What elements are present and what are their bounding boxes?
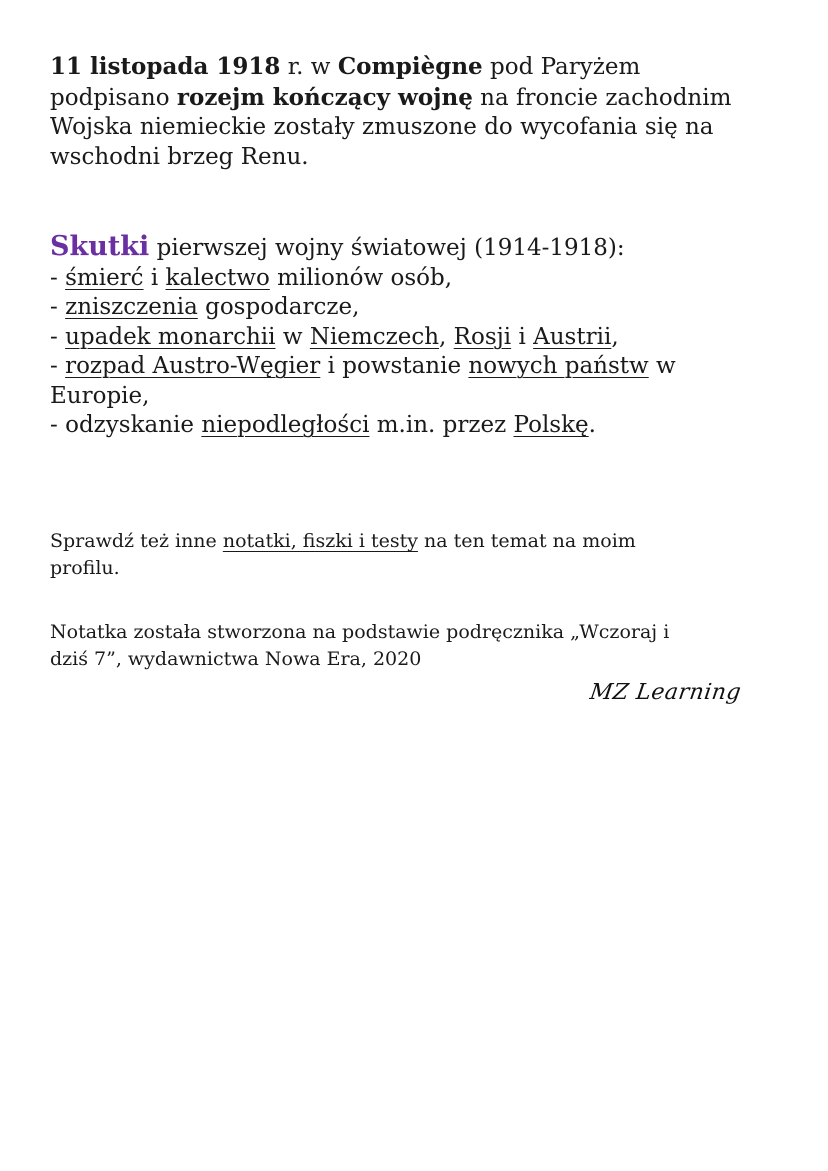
profile-link[interactable]: notatki, fiszki i testy — [222, 530, 418, 552]
profile-note: Sprawdź też inne notatki, fiszki i testy na ten temat na moim profilu. — [50, 530, 636, 579]
intro-line-2: podpisano rozejm kończący wojnę na froncie zachodnim — [50, 83, 732, 111]
effects-item: - rozpad Austro-Węgier i powstanie nowych państw w — [50, 353, 676, 379]
effects-item: - odzyskanie niepodległości m.in. przez Polskę. — [50, 412, 596, 438]
effects-item: - zniszczenia gospodarcze, — [50, 294, 360, 320]
effects-heading-line: Skutki pierwszej wojny światowej (1914-1918): — [50, 231, 625, 262]
source-note: Notatka została stworzona na podstawie podręcznika „Wczoraj i dziś 7”, wydawnictwa Nowa Era, 2020 — [50, 621, 670, 670]
intro-paragraph — [50, 52, 731, 172]
armistice-place: Compiègne — [337, 53, 483, 80]
effects-item-continued: Europie, — [50, 382, 150, 409]
effects-item: - śmierć i kalectwo milionów osób, — [50, 264, 453, 291]
intro-line-3: Wojska niemieckie zostały zmuszone do wycofania się na — [50, 114, 714, 140]
effects-section — [50, 232, 676, 441]
intro-line-4: wschodni brzeg Renu. — [50, 143, 309, 170]
signature: MZ Learning — [588, 680, 743, 705]
effects-heading: Skutki — [50, 231, 150, 262]
armistice-date: 11 listopada 1918 — [50, 53, 281, 80]
effects-item: - upadek monarchii w Niemczech, Rosji i Austrii, — [50, 323, 619, 350]
armistice-term: rozejm kończący wojnę — [176, 83, 473, 111]
intro-line-1: 11 listopada 1918 r. w Compiègne pod Paryżem — [50, 53, 641, 80]
